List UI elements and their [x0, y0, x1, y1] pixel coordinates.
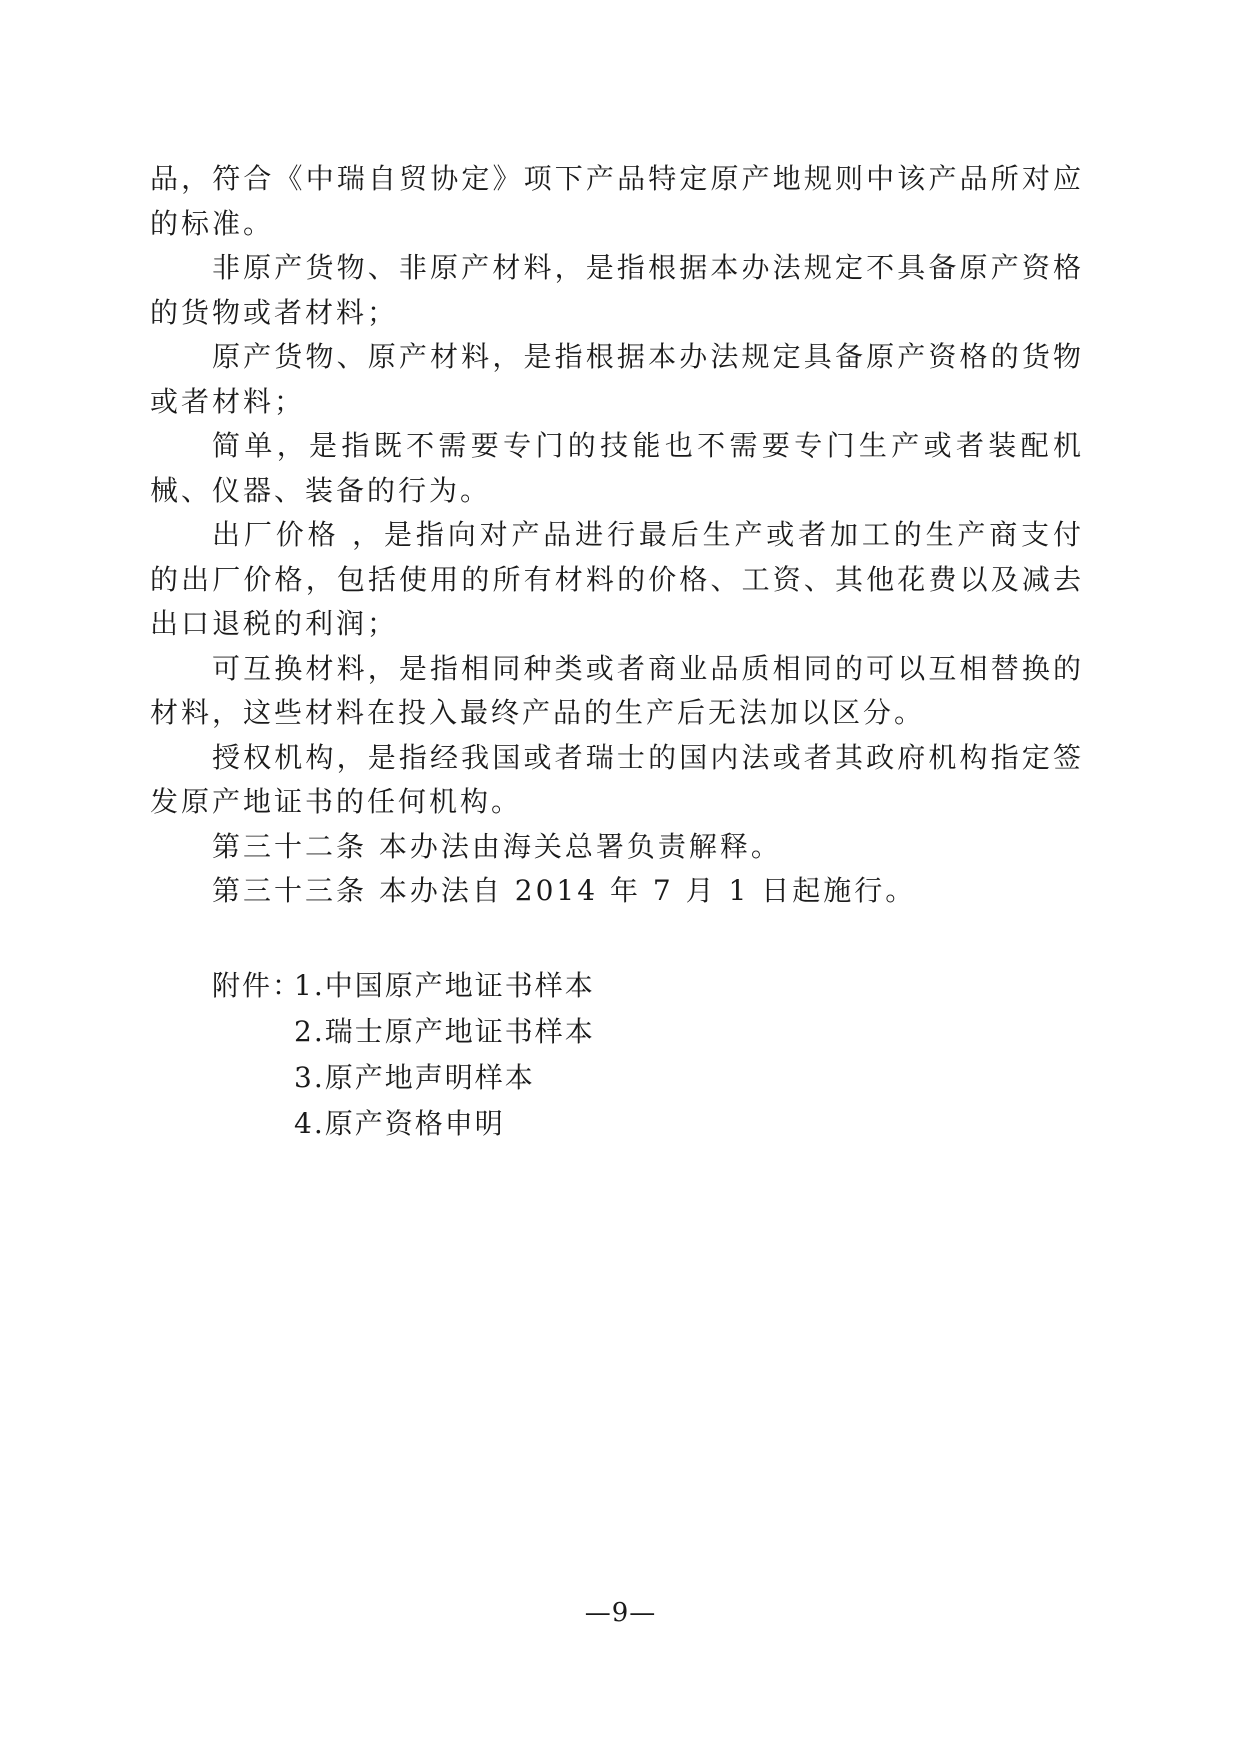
paragraph-non-originating-definition: 非原产货物、非原产材料，是指根据本办法规定不具备原产资格的货物或者材料；	[150, 251, 1084, 329]
attachment-item: 3.原产地声明样本	[294, 1061, 535, 1094]
article-32: 第三十二条 本办法由海关总署负责解释。	[212, 829, 782, 863]
attachment-row	[212, 1055, 595, 1101]
attachments-label: 附件：	[212, 969, 303, 1002]
attachment-item: 1.中国原产地证书样本	[294, 969, 595, 1002]
attachments-list	[212, 963, 595, 1147]
page-number: —9—	[584, 1598, 657, 1628]
attachment-row	[212, 963, 595, 1009]
paragraph-authorized-body-definition: 授权机构，是指经我国或者瑞士的国内法或者其政府机构指定签发原产地证书的任何机构。	[150, 740, 1084, 818]
attachment-item: 4.原产资格申明	[294, 1107, 505, 1140]
paragraph-simple-definition: 简单，是指既不需要专门的技能也不需要专门生产或者装配机械、仪器、装备的行为。	[150, 429, 1084, 507]
paragraph-continuation: 品，符合《中瑞自贸协定》项下产品特定原产地规则中该产品所对应的标准。	[150, 162, 1084, 240]
attachment-row	[212, 1101, 595, 1147]
paragraph-ex-works-price-definition: 出厂价格 ，是指向对产品进行最后生产或者加工的生产商支付的出厂价格，包括使用的所有材料的价格、工资、其他花费以及减去出口退税的利润；	[150, 518, 1084, 640]
attachment-row	[212, 1009, 595, 1055]
body-text	[150, 157, 1084, 914]
article-33: 第三十三条 本办法自 2014 年 7 月 1 日起施行。	[212, 874, 917, 907]
attachment-item: 2.瑞士原产地证书样本	[294, 1015, 595, 1048]
paragraph-originating-definition: 原产货物、原产材料，是指根据本办法规定具备原产资格的货物或者材料；	[150, 340, 1084, 418]
paragraph-fungible-materials-definition: 可互换材料，是指相同种类或者商业品质相同的可以互相替换的材料，这些材料在投入最终产品的生产后无法加以区分。	[150, 651, 1084, 729]
